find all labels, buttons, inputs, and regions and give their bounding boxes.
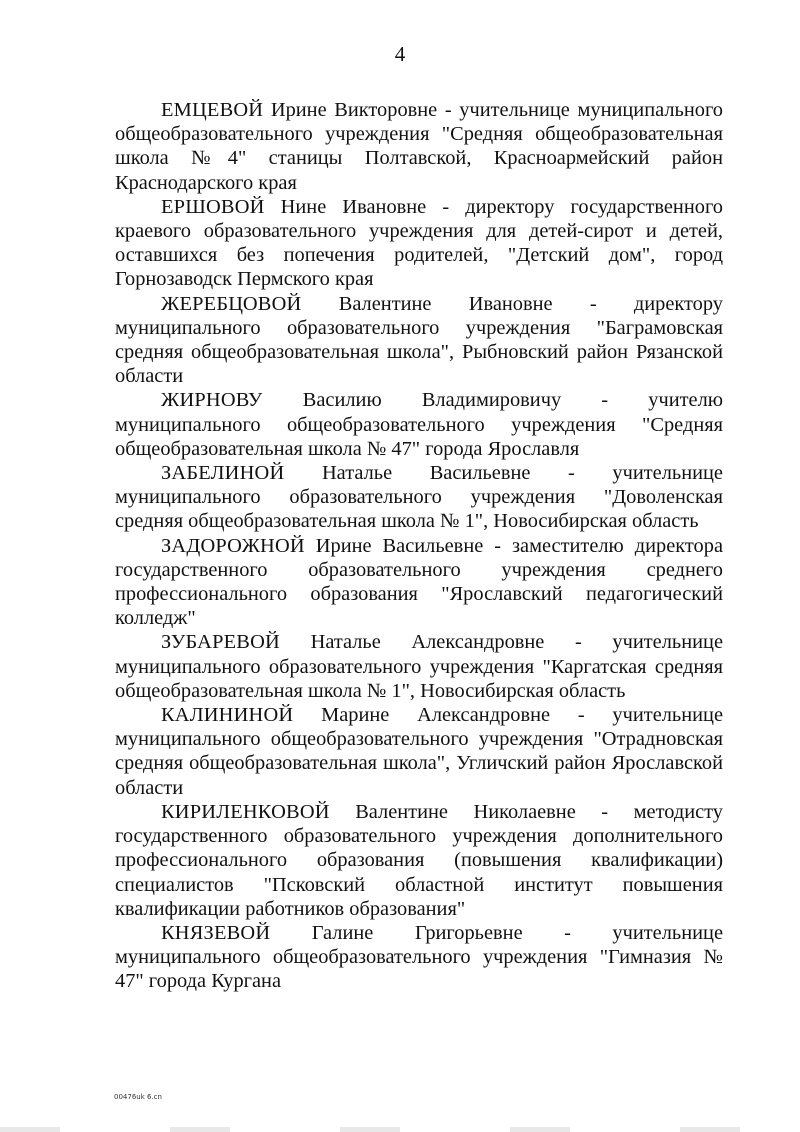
person-details: Ирине Викторовне - учительнице муниципального общеобразовательного учреждения "Средняя общеобразовательная школа №4" станицы Полтавской, Красноармейский район Краснодарского края — [115, 99, 723, 194]
list-item — [115, 921, 723, 994]
list-item — [115, 98, 723, 195]
scan-edge-divider — [0, 1127, 800, 1132]
person-details: Валентине Николаевне - методисту государственного образовательного учреждения дополнительного профессионального образования (повышения квалификации) специалистов "Псковский областной институт повышения квалификации работников образования" — [115, 800, 723, 920]
person-surname: ЕРШОВОЙ — [161, 195, 265, 218]
person-surname: КИРИЛЕНКОВОЙ — [161, 800, 330, 823]
list-item — [115, 461, 723, 534]
page-number: 4 — [394, 42, 406, 66]
person-surname: ЗАДОРОЖНОЙ — [161, 534, 305, 557]
list-item — [115, 703, 723, 800]
person-details: Наталье Васильевне - учительнице муниципального образовательного учреждения "Доволенская средняя общеобразовательная школа № 1", Новосибирская область — [115, 462, 723, 533]
person-surname: ЗУБАРЕВОЙ — [161, 631, 280, 654]
person-details: Нине Ивановне - директору государственного краевого образовательного учреждения для детей-сирот и детей, оставшихся без попечения родителей, "Детский дом", город Горнозаводск Пермского края — [115, 195, 723, 291]
person-surname: ЖИРНОВУ — [161, 389, 263, 412]
person-details: Наталье Александровне - учительнице муниципального образовательного учреждения "Каргатская средняя общеобразовательная школа № 1", Новосибирская область — [115, 631, 723, 702]
person-surname: КНЯЗЕВОЙ — [161, 921, 271, 944]
list-item — [115, 630, 723, 703]
list-item — [115, 388, 723, 461]
list-item — [115, 292, 723, 389]
list-item — [115, 534, 723, 631]
list-item — [115, 195, 723, 292]
person-details: Валентине Ивановне - директору муниципального образовательного учреждения "Баграмовская средняя общеобразовательная школа", Рыбновский район Рязанской области — [115, 292, 723, 388]
person-details: Ирине Васильевне - заместителю директора государственного образовательного учреждения среднего профессионального образования "Ярославский педагогический колледж" — [115, 534, 723, 630]
award-list — [115, 98, 723, 994]
document-code: 00476uk 6.cn — [114, 1093, 162, 1101]
list-item — [115, 800, 723, 921]
person-surname: ЖЕРЕБЦОВОЙ — [161, 292, 302, 315]
person-surname: КАЛИНИНОЙ — [161, 704, 294, 727]
person-details: Галине Григорьевне - учительнице муниципального общеобразовательного учреждения "Гимназия № 47" города Кургана — [115, 921, 723, 993]
person-surname: ЗАБЕЛИНОЙ — [161, 462, 285, 485]
person-details: Марине Александровне - учительнице муниципального общеобразовательного учреждения "Отрадновская средняя общеобразовательная школа", Угличский район Ярославской области — [115, 704, 723, 799]
person-details: Василию Владимировичу - учителю муниципального общеобразовательного учреждения "Средняя общеобразовательная школа № 47" города Ярославля — [115, 389, 723, 460]
person-surname: ЕМЦЕВОЙ — [161, 99, 264, 121]
